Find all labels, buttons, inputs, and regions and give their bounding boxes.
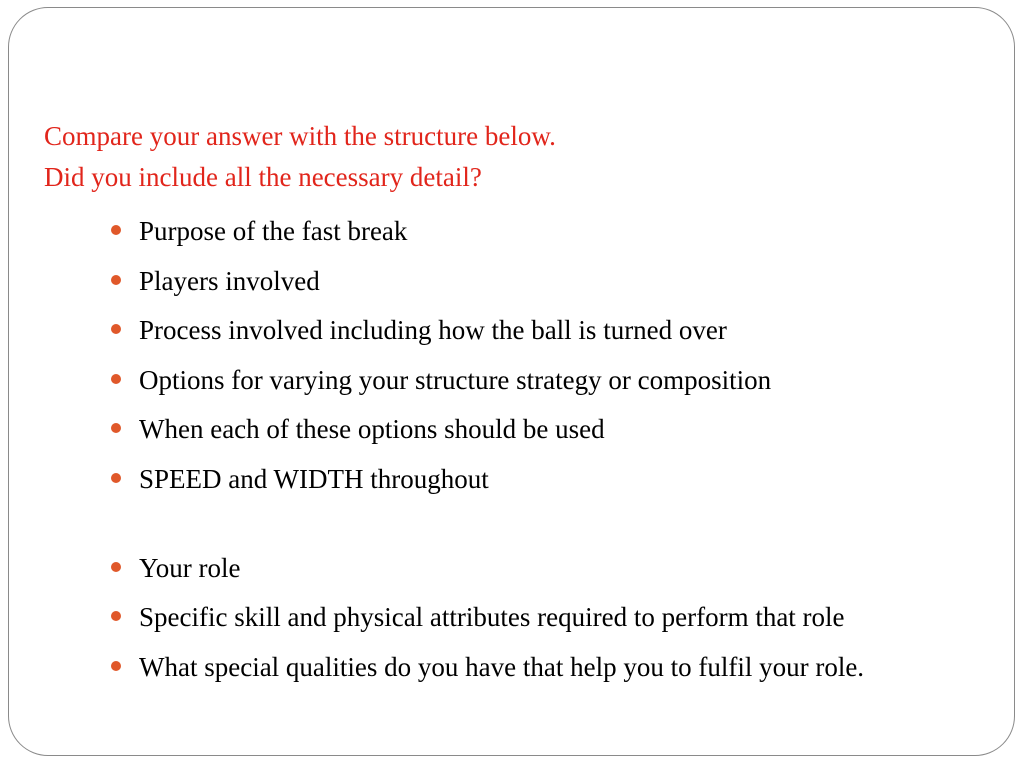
bullet-icon	[111, 611, 121, 621]
list-item	[108, 597, 968, 637]
bullet-text: When each of these options should be used	[139, 414, 605, 444]
list-item	[108, 459, 968, 499]
list-item	[108, 360, 968, 400]
heading-line-1: Compare your answer with the structure below.	[44, 121, 556, 151]
bullet-text: What special qualities do you have that help you to fulfil your role.	[139, 651, 865, 682]
bullet-text: Specific skill and physical attributes required to perform that role	[139, 602, 845, 632]
bullet-text: Your role	[139, 552, 241, 583]
list-item	[108, 548, 968, 588]
bullet-icon	[111, 324, 121, 334]
bullet-text: Purpose of the fast break	[139, 216, 408, 246]
bullet-text: Players involved	[139, 265, 320, 296]
heading-line-2: Did you include all the necessary detail?	[44, 162, 482, 192]
bullet-icon	[111, 275, 121, 285]
list-item	[108, 310, 968, 350]
bullet-icon	[111, 562, 121, 572]
bullet-text: Process involved including how the ball is turned over	[139, 315, 727, 345]
bullet-text: SPEED and WIDTH throughout	[139, 463, 489, 494]
bullet-icon	[111, 374, 121, 384]
bullet-icon	[111, 423, 121, 433]
slide-heading	[44, 116, 556, 198]
list-item	[108, 409, 968, 449]
list-item	[108, 211, 968, 251]
bullet-icon	[111, 225, 121, 235]
bullet-icon	[111, 473, 121, 483]
bullet-list	[108, 211, 968, 696]
list-item	[108, 261, 968, 301]
list-item	[108, 647, 968, 687]
bullet-icon	[111, 661, 121, 671]
bullet-text: Options for varying your structure strategy or composition	[139, 364, 772, 395]
